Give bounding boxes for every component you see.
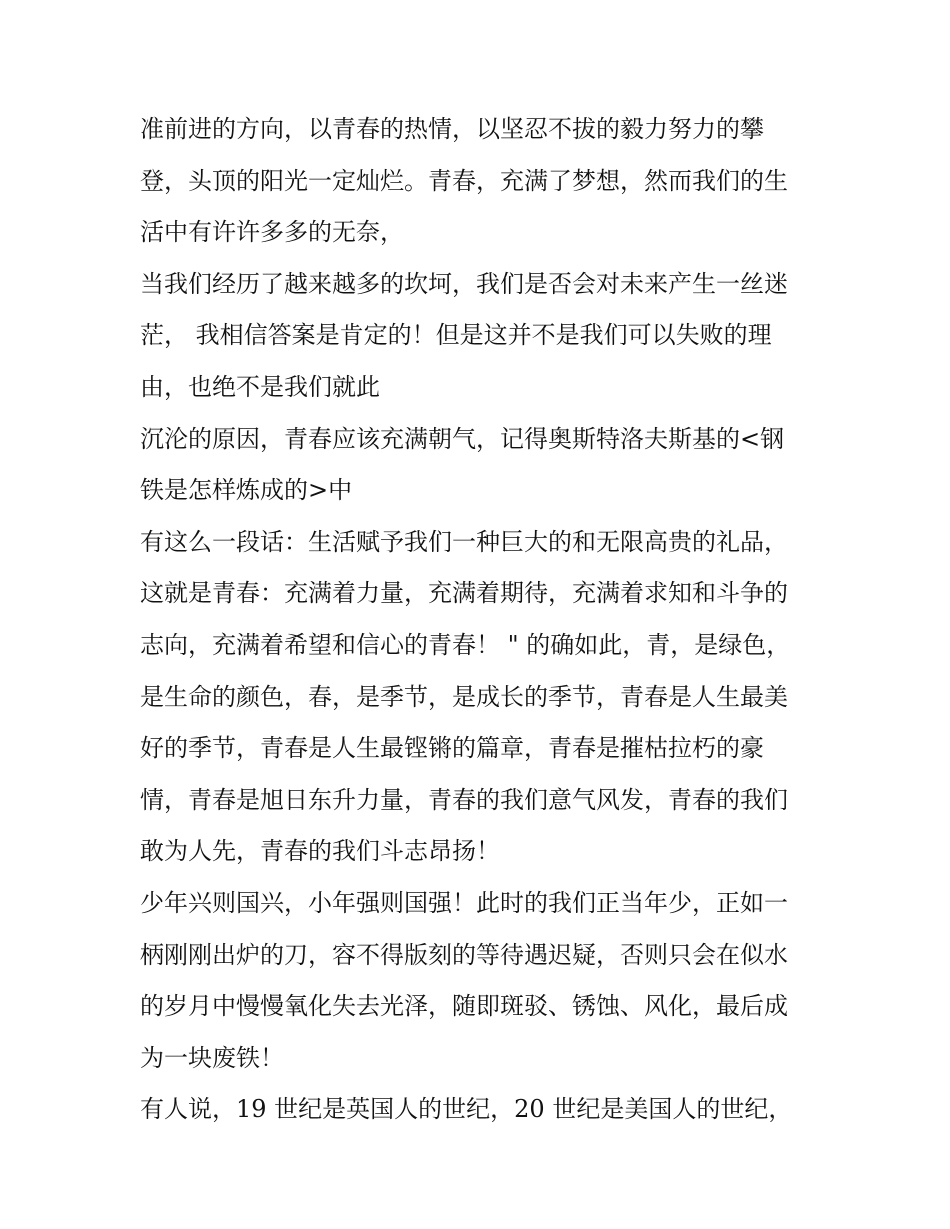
- text-line: 茫， 我相信答案是肯定的！但是这并不是我们可以失败的理: [140, 321, 772, 350]
- text-line: 的岁月中慢慢氧化失去光泽，随即斑驳、锈蚀、风化，最后成: [140, 992, 788, 1021]
- text-line: 当我们经历了越来越多的坎坷，我们是否会对未来产生一丝迷: [140, 269, 788, 298]
- text-line: 少年兴则国兴，小年强则国强！此时的我们正当年少，正如一: [140, 888, 788, 917]
- text-line: 活中有许许多多的无奈，: [140, 218, 404, 247]
- text-line: 登，头顶的阳光一定灿烂。青春，充满了梦想，然而我们的生: [140, 166, 788, 195]
- text-line: 由，也绝不是我们就此: [140, 372, 380, 401]
- text-line: 沉沦的原因，青春应该充满朝气，记得奥斯特洛夫斯基的<钢: [140, 424, 785, 453]
- text-line: 有这么一段话：生活赋予我们一种巨大的和无限高贵的礼品，: [140, 527, 788, 556]
- text-line: 情，青春是旭日东升力量，青春的我们意气风发，青春的我们: [140, 785, 788, 814]
- text-line: 是生命的颜色，春，是季节，是成长的季节，青春是人生最美: [140, 682, 788, 711]
- text-line: 志向，充满着希望和信心的青春！ " 的确如此，青，是绿色，: [140, 630, 791, 659]
- text-line: 准前进的方向，以青春的热情，以坚忍不拔的毅力努力的攀: [140, 115, 764, 143]
- text-line: 为一块废铁！: [140, 1043, 284, 1072]
- text-line: 敢为人先，青春的我们斗志昂扬！: [140, 837, 500, 866]
- text-line: 好的季节，青春是人生最铿锵的篇章，青春是摧枯拉朽的豪: [140, 734, 764, 763]
- text-line: 柄刚刚出炉的刀，容不得版刻的等待遇迟疑，否则只会在似水: [140, 940, 788, 969]
- text-line: 这就是青春：充满着力量，充满着期待，充满着求知和斗争的: [140, 579, 788, 608]
- text-line: 铁是怎样炼成的>中: [140, 476, 353, 505]
- text-line: 有人说，19 世纪是英国人的世纪，20 世纪是美国人的世纪，: [140, 1095, 793, 1124]
- document-body: [140, 104, 820, 1136]
